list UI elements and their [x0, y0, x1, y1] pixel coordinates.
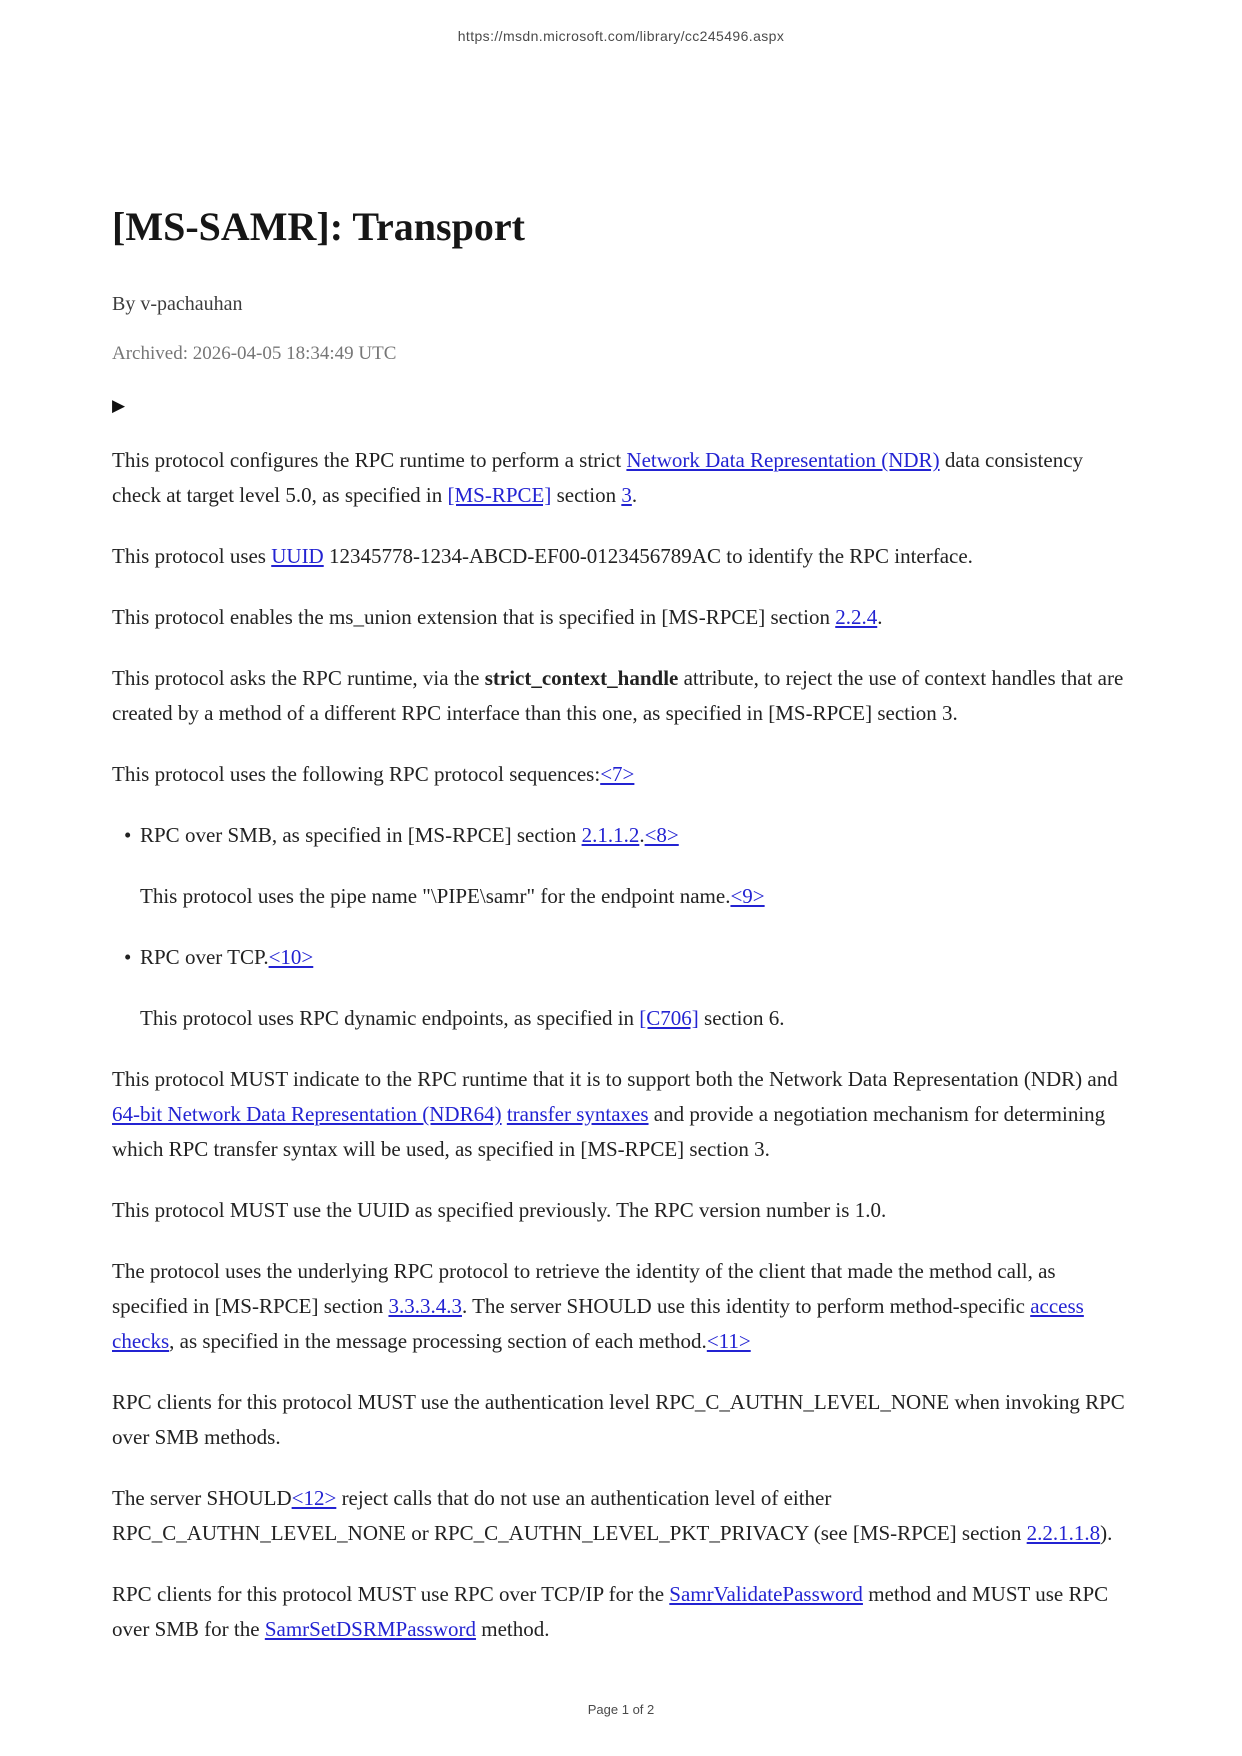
- text-run: The server SHOULD: [112, 1486, 292, 1510]
- sub-paragraph: [112, 1001, 1130, 1036]
- paragraph: [112, 1577, 1130, 1647]
- paragraph: [112, 539, 1130, 574]
- inline-link[interactable]: <12>: [291, 1486, 337, 1510]
- text-run: section 6.: [698, 1006, 785, 1030]
- text-run: 12345778-1234-ABCD-EF00-0123456789AC to identify the RPC interface.: [323, 544, 973, 568]
- inline-link[interactable]: <9>: [730, 884, 765, 908]
- inline-link[interactable]: 2.2.4: [835, 605, 878, 629]
- inline-link[interactable]: <8>: [644, 823, 679, 847]
- text-run: data consistency check at target level 5.0, as specified in: [112, 448, 1084, 507]
- page-title: [MS-SAMR]: Transport: [112, 204, 525, 249]
- bullet-item: [112, 818, 1130, 853]
- paragraph: [112, 1062, 1130, 1167]
- paragraph: [112, 661, 1130, 731]
- inline-link[interactable]: 3.3.3.4.3: [388, 1294, 462, 1318]
- text-run: This protocol uses the pipe name "\PIPE\samr" for the endpoint name.: [140, 884, 731, 908]
- text-run: This protocol asks the RPC runtime, via the: [112, 666, 485, 690]
- text-run: , as specified in the message processing section of each method.: [169, 1329, 707, 1353]
- page-url: https://msdn.microsoft.com/library/cc245496.aspx: [457, 28, 785, 44]
- article: [112, 0, 1130, 1673]
- text-run: This protocol MUST use the UUID as specified previously. The RPC version number is 1.0.: [112, 1198, 887, 1222]
- inline-link[interactable]: transfer syntaxes: [506, 1102, 649, 1126]
- text-run: .: [631, 483, 638, 507]
- inline-link[interactable]: SamrSetDSRMPassword: [264, 1617, 477, 1641]
- paragraph: [112, 1385, 1130, 1455]
- text-run: RPC over SMB, as specified in [MS-RPCE] section: [140, 823, 582, 847]
- inline-link[interactable]: <7>: [600, 762, 635, 786]
- text-run: This protocol uses RPC dynamic endpoints, as specified in: [140, 1006, 640, 1030]
- paragraph: [112, 1481, 1130, 1551]
- text-run: This protocol uses the following RPC protocol sequences:: [112, 762, 601, 786]
- inline-link[interactable]: access checks: [112, 1294, 1084, 1353]
- text-run: RPC over TCP.: [140, 945, 269, 969]
- collapse-control-row: [112, 395, 1130, 417]
- inline-link[interactable]: 3: [621, 483, 632, 507]
- text-run: .: [639, 823, 645, 847]
- paragraph: [112, 1254, 1130, 1359]
- text-run: attribute, to reject the use of context handles that are created by a method of a different RPC interface than this one, as specified in [MS-RPCE] section 3.: [112, 666, 1124, 725]
- text-run: method and MUST use RPC over SMB for the: [112, 1582, 1109, 1641]
- paragraph: [112, 1193, 1130, 1228]
- text-run: reject calls that do not use an authentication level of either RPC_C_AUTHN_LEVEL_NONE or RPC_C_AUTHN_LEVEL_PKT_PRIVACY (see [MS-RPCE] section: [112, 1486, 1027, 1545]
- article-body: [112, 443, 1130, 1647]
- text-run: This protocol uses: [112, 544, 272, 568]
- text-run: RPC clients for this protocol MUST use the authentication level RPC_C_AUTHN_LEVEL_NONE when invoking RPC over SMB methods.: [112, 1390, 1125, 1449]
- page-indicator: Page 1 of 2: [587, 1702, 655, 1717]
- text-run: . The server SHOULD use this identity to perform method-specific: [461, 1294, 1031, 1318]
- inline-link[interactable]: Network Data Representation (NDR): [626, 448, 940, 472]
- text-run: and provide a negotiation mechanism for determining which RPC transfer syntax will be used, as specified in [MS-RPCE] section 3.: [112, 1102, 1106, 1161]
- text-run: The protocol uses the underlying RPC protocol to retrieve the identity of the client that made the method call, as specified in [MS-RPCE] section: [112, 1259, 1056, 1318]
- paragraph: [112, 443, 1130, 513]
- paragraph: [112, 600, 1130, 635]
- text-run: .: [877, 605, 883, 629]
- text-run: ).: [1100, 1521, 1113, 1545]
- inline-link[interactable]: [C706]: [639, 1006, 699, 1030]
- text-run: RPC clients for this protocol MUST use RPC over TCP/IP for the: [112, 1582, 670, 1606]
- text-run: This protocol enables the ms_union extension that is specified in [MS-RPCE] section: [112, 605, 836, 629]
- inline-link[interactable]: 64-bit Network Data Representation (NDR64): [112, 1102, 502, 1126]
- inline-link[interactable]: SamrValidatePassword: [669, 1582, 863, 1606]
- text-run: method.: [476, 1617, 550, 1641]
- text-run: section: [551, 483, 622, 507]
- byline: By v-pachauhan: [112, 293, 243, 315]
- inline-link[interactable]: <10>: [268, 945, 314, 969]
- text-run: This protocol MUST indicate to the RPC runtime that it is to support both the Network Data Representation (NDR) and: [112, 1067, 1118, 1091]
- archived-timestamp: Archived: 2026-04-05 18:34:49 UTC: [112, 343, 397, 364]
- sub-paragraph: [112, 879, 1130, 914]
- bullet-item: [112, 940, 1130, 975]
- paragraph: [112, 757, 1130, 792]
- inline-link[interactable]: UUID: [271, 544, 324, 568]
- text-run: This protocol configures the RPC runtime to perform a strict: [112, 448, 627, 472]
- text-run: strict_context_handle: [484, 666, 679, 690]
- inline-link[interactable]: 2.2.1.1.8: [1026, 1521, 1101, 1545]
- inline-link[interactable]: 2.1.1.2: [581, 823, 640, 847]
- expand-triangle-icon[interactable]: ▶: [112, 396, 126, 416]
- inline-link[interactable]: [MS-RPCE]: [447, 483, 552, 507]
- inline-link[interactable]: <11>: [706, 1329, 751, 1353]
